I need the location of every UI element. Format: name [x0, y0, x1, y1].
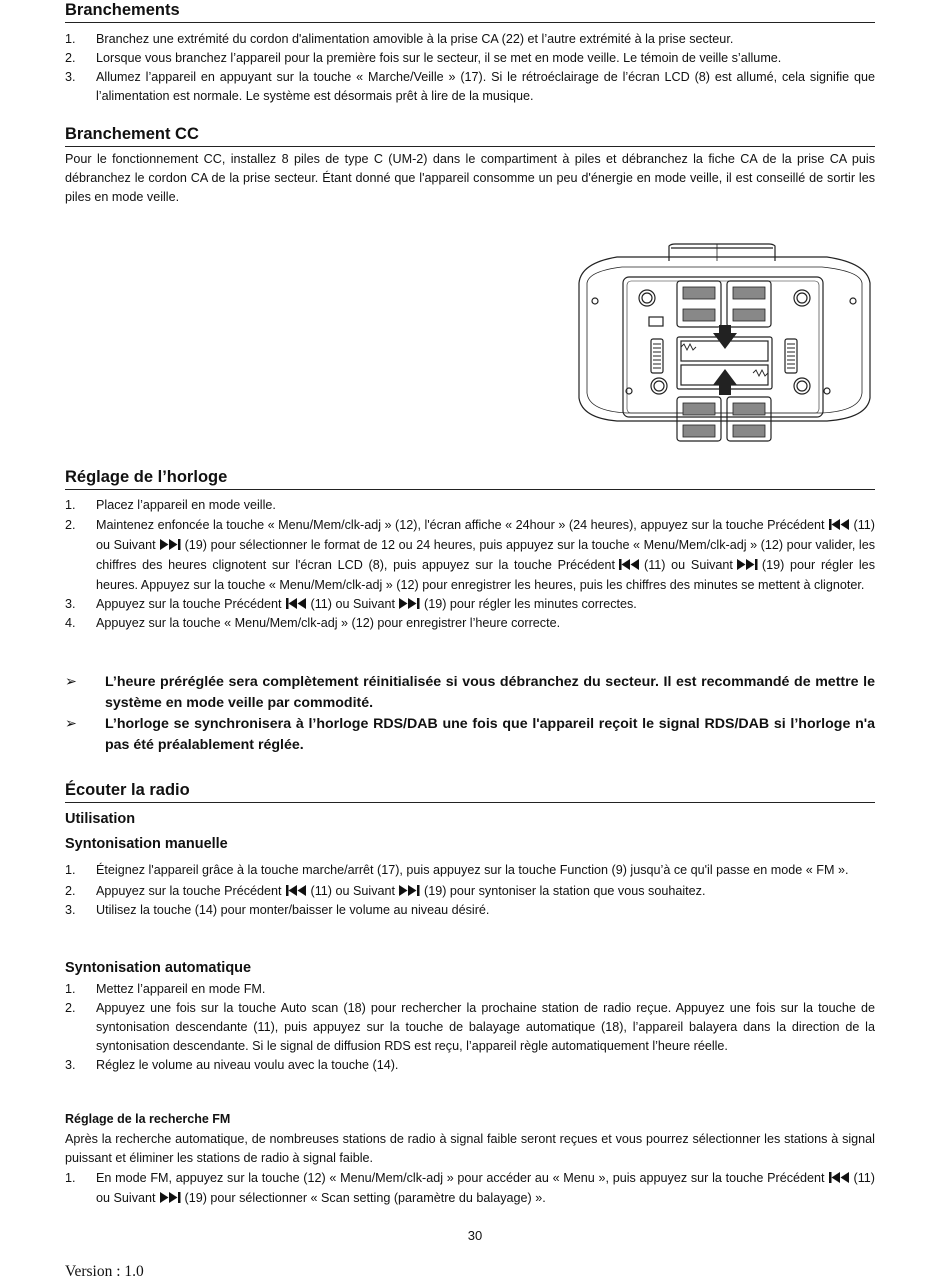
list-item [65, 30, 875, 49]
item-number: 4. [65, 616, 76, 630]
item-text: (19) pour syntoniser la station que vous souhaitez. [424, 884, 706, 898]
item-number: 1. [65, 982, 76, 996]
item-text: Appuyez sur la touche « Menu/Mem/clk-adj » (12) pour enregistrer l’heure correcte. [96, 616, 561, 630]
subsection-title-recherche: Réglage de la recherche FM [65, 1112, 231, 1126]
list-item [65, 515, 875, 595]
previous-track-icon [829, 1172, 850, 1183]
list-item [65, 1168, 875, 1208]
item-number: 1. [65, 498, 76, 512]
list-item [65, 595, 875, 614]
list-item [65, 1056, 875, 1075]
list-item [65, 614, 875, 633]
item-number: 1. [65, 863, 76, 877]
item-text: En mode FM, appuyez sur la touche (12) « Menu/Mem/clk-adj » pour accéder au « Menu », puis appuyez sur la touche Précédent [96, 1171, 825, 1185]
version-label: Version : 1.0 [65, 1263, 144, 1280]
section-title-branchement-cc: Branchement CC [65, 125, 875, 147]
paragraph-branchement-cc: Pour le fonctionnement CC, installez 8 piles de type C (UM-2) dans le compartiment à piles et débranchez la fiche CA de la prise CA puis débranchez le cordon CA de la prise secteur. Étant donné que l'appareil consomme un peu d'énergie en mode veille, il est conseillé de sortir les piles en mode veille. [65, 152, 875, 204]
item-text: (19) pour régler les minutes correctes. [424, 597, 637, 611]
list-branchements [65, 30, 875, 106]
item-number: 2. [65, 1001, 76, 1015]
previous-track-icon [619, 559, 640, 570]
list-automatique [65, 980, 875, 1075]
item-text: Éteignez l'appareil grâce à la touche marche/arrêt (17), puis appuyez sur la touche Function (9) jusqu’à ce qu'il passe en mode « FM ». [96, 863, 849, 877]
list-item [65, 861, 875, 880]
item-text: Placez l’appareil en mode veille. [96, 498, 276, 512]
arrow-bullet-icon: ➢ [65, 716, 77, 732]
item-text: (19) pour régler les heures. Appuyez sur la touche « Menu/Mem/clk-adj » (12) pour enregistrer les heures, puis les chiffres des minutes se mettent à clignoter. [96, 558, 875, 592]
subsection-title-manuelle: Syntonisation manuelle [65, 836, 228, 852]
section-title-branchements: Branchements [65, 1, 875, 23]
item-text: (11) ou Suivant [96, 518, 875, 552]
item-text: Lorsque vous branchez l’appareil pour la première fois sur le secteur, il se met en mode veille. Le témoin de veille s’allume. [96, 51, 782, 65]
previous-track-icon [829, 519, 850, 530]
list-item [65, 882, 875, 901]
item-text: Mettez l’appareil en mode FM. [96, 982, 266, 996]
previous-track-icon [286, 885, 307, 896]
item-number: 2. [65, 51, 76, 65]
note-item [65, 672, 875, 714]
battery-compartment-illustration [577, 243, 872, 443]
item-number: 1. [65, 32, 76, 46]
subsection-title-automatique: Syntonisation automatique [65, 960, 252, 976]
item-number: 1. [65, 1171, 76, 1185]
item-number: 2. [65, 884, 76, 898]
notes-horloge [65, 672, 875, 756]
list-horloge [65, 496, 875, 633]
list-item [65, 901, 875, 920]
note-text: L’heure préréglée sera complètement réinitialisée si vous débranchez du secteur. Il est recommandé de mettre le système en mode veille par commodité. [105, 674, 875, 711]
item-text: Utilisez la touche (14) pour monter/baisser le volume au niveau désiré. [96, 903, 490, 917]
item-text: (19) pour sélectionner « Scan setting (paramètre du balayage) ». [184, 1191, 546, 1205]
note-text: L’horloge se synchronisera à l’horloge RDS/DAB une fois que l'appareil reçoit le signal RDS/DAB si l’horloge n'a pas été préalablement réglée. [105, 716, 875, 753]
previous-track-icon [286, 598, 307, 609]
next-track-icon [399, 598, 420, 609]
list-item [65, 68, 875, 106]
note-item [65, 714, 875, 756]
item-text: (19) pour sélectionner le format de 12 ou 24 heures, puis appuyez sur la touche « Menu/Mem/clk-adj » (12) pour valider, les chiffres des heures clignotent sur l'écran LCD (8), puis appuyez sur la touche Précédent [96, 538, 875, 572]
item-number: 3. [65, 1058, 76, 1072]
list-manuelle [65, 861, 875, 920]
list-item [65, 496, 875, 515]
item-number: 3. [65, 903, 76, 917]
list-item [65, 980, 875, 999]
item-text: Appuyez une fois sur la touche Auto scan (18) pour rechercher la prochaine station de radio reçue. Appuyez une fois sur la touche de syntonisation descendante (11), puis appuyez sur la touche de balayage automatique (18), l’appareil balayera dans la direction de la syntonisation descendante. Si le signal de diffusion RDS est reçu, l’appareil règle automatiquement l’heure réelle. [96, 1001, 875, 1053]
arrow-bullet-icon: ➢ [65, 674, 77, 690]
list-item [65, 49, 875, 68]
item-text: Réglez le volume au niveau voulu avec la touche (14). [96, 1058, 399, 1072]
item-number: 2. [65, 518, 76, 532]
item-text: (11) ou Suivant [310, 597, 396, 611]
item-text: (11) ou Suivant [644, 558, 733, 572]
item-number: 3. [65, 597, 76, 611]
section-title-radio: Écouter la radio [65, 781, 875, 803]
next-track-icon [737, 559, 758, 570]
list-item [65, 999, 875, 1056]
next-track-icon [160, 539, 181, 550]
item-text: Allumez l’appareil en appuyant sur la touche « Marche/Veille » (17). Si le rétroéclairage de l’écran LCD (8) est allumé, cela signifie que l’alimentation est normale. Le système est désormais prêt à lire de la musique. [96, 70, 875, 103]
item-text: Appuyez sur la touche Précédent [96, 884, 282, 898]
next-track-icon [160, 1192, 181, 1203]
next-track-icon [399, 885, 420, 896]
section-title-horloge: Réglage de l’horloge [65, 468, 875, 490]
list-recherche [65, 1168, 875, 1208]
item-number: 3. [65, 70, 76, 84]
item-text: Branchez une extrémité du cordon d'alimentation amovible à la prise CA (22) et l’autre extrémité à la prise secteur. [96, 32, 734, 46]
paragraph-recherche: Après la recherche automatique, de nombreuses stations de radio à signal faible seront reçues et vous pourrez sélectionner les stations à signal puissant et éliminer les stations de radio à signal faible. [65, 1132, 875, 1165]
subsection-title-utilisation: Utilisation [65, 811, 136, 827]
page-number: 30 [467, 1228, 483, 1243]
item-text: (11) ou Suivant [96, 1171, 875, 1205]
item-text: Appuyez sur la touche Précédent [96, 597, 282, 611]
item-text: Maintenez enfoncée la touche « Menu/Mem/clk-adj » (12), l'écran affiche « 24hour » (24 heures), appuyez sur la touche Précédent [96, 518, 825, 532]
item-text: (11) ou Suivant [310, 884, 396, 898]
